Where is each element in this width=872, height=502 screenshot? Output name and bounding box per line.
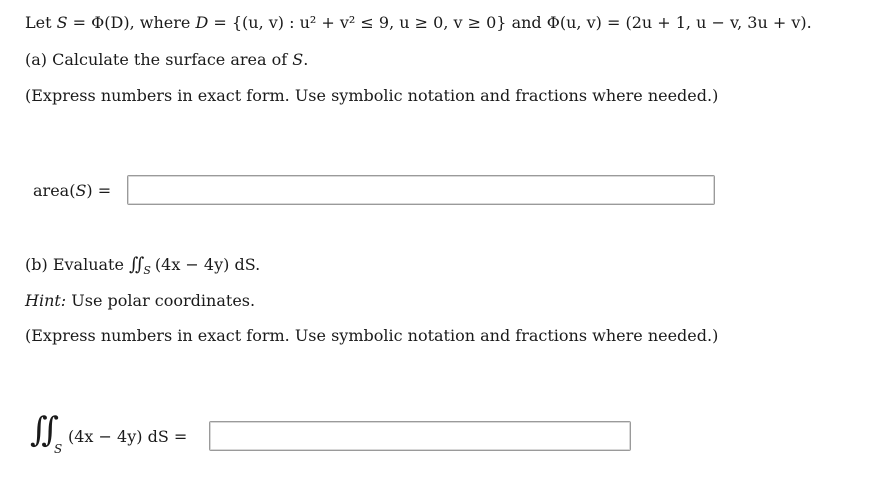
part-a-surface-symbol: S xyxy=(292,50,304,69)
area-label-surface: S xyxy=(75,180,87,200)
part-a-prompt-prefix: (a) Calculate the surface area of xyxy=(25,50,293,69)
part-b-prompt xyxy=(25,255,260,277)
hint-text: Use polar coordinates. xyxy=(66,291,256,310)
surface-symbol: S xyxy=(56,13,68,32)
integrand-text: (4x − 4y) dS. xyxy=(154,255,261,274)
part-b-hint xyxy=(25,291,255,311)
part-a-answer-row xyxy=(33,175,715,205)
and-text: and xyxy=(506,13,547,32)
area-answer-input[interactable] xyxy=(127,175,715,205)
hint-label: Hint: xyxy=(25,291,67,310)
part-b-prompt-prefix: (b) Evaluate xyxy=(25,255,130,274)
domain-symbol: D xyxy=(195,13,209,32)
part-b-answer-row xyxy=(30,410,631,458)
answer-double-integral-icon xyxy=(30,410,68,458)
part-a-instruction: (Express numbers in exact form. Use symbolic notation and fractions where needed.) xyxy=(25,86,719,105)
parametrization: Φ(u, v) = (2u + 1, u − v, 3u + v). xyxy=(546,13,812,32)
part-a-prompt xyxy=(25,50,308,70)
intro-prefix: Let xyxy=(25,13,57,32)
domain-set: = {(u, v) : u² + v² ≤ 9, u ≥ 0, v ≥ 0} xyxy=(208,13,507,32)
phi-of-d-text: = Φ(D), where xyxy=(67,13,196,32)
integral-region-sub: S xyxy=(143,264,151,277)
area-label xyxy=(33,181,111,200)
area-label-suffix: ) = xyxy=(86,180,112,200)
double-integral-symbol: ∬ xyxy=(129,254,139,275)
integral-answer-label: (4x − 4y) dS = xyxy=(68,426,188,446)
answer-integral-sub: S xyxy=(54,442,63,456)
part-b-instruction: (Express numbers in exact form. Use symbolic notation and fractions where needed.) xyxy=(25,326,719,345)
area-label-prefix: area( xyxy=(33,180,76,200)
problem-statement xyxy=(25,13,812,33)
part-a-prompt-suffix: . xyxy=(303,50,309,69)
answer-integral-glyph: ∬ xyxy=(30,410,49,450)
integral-answer-input[interactable] xyxy=(209,421,631,451)
